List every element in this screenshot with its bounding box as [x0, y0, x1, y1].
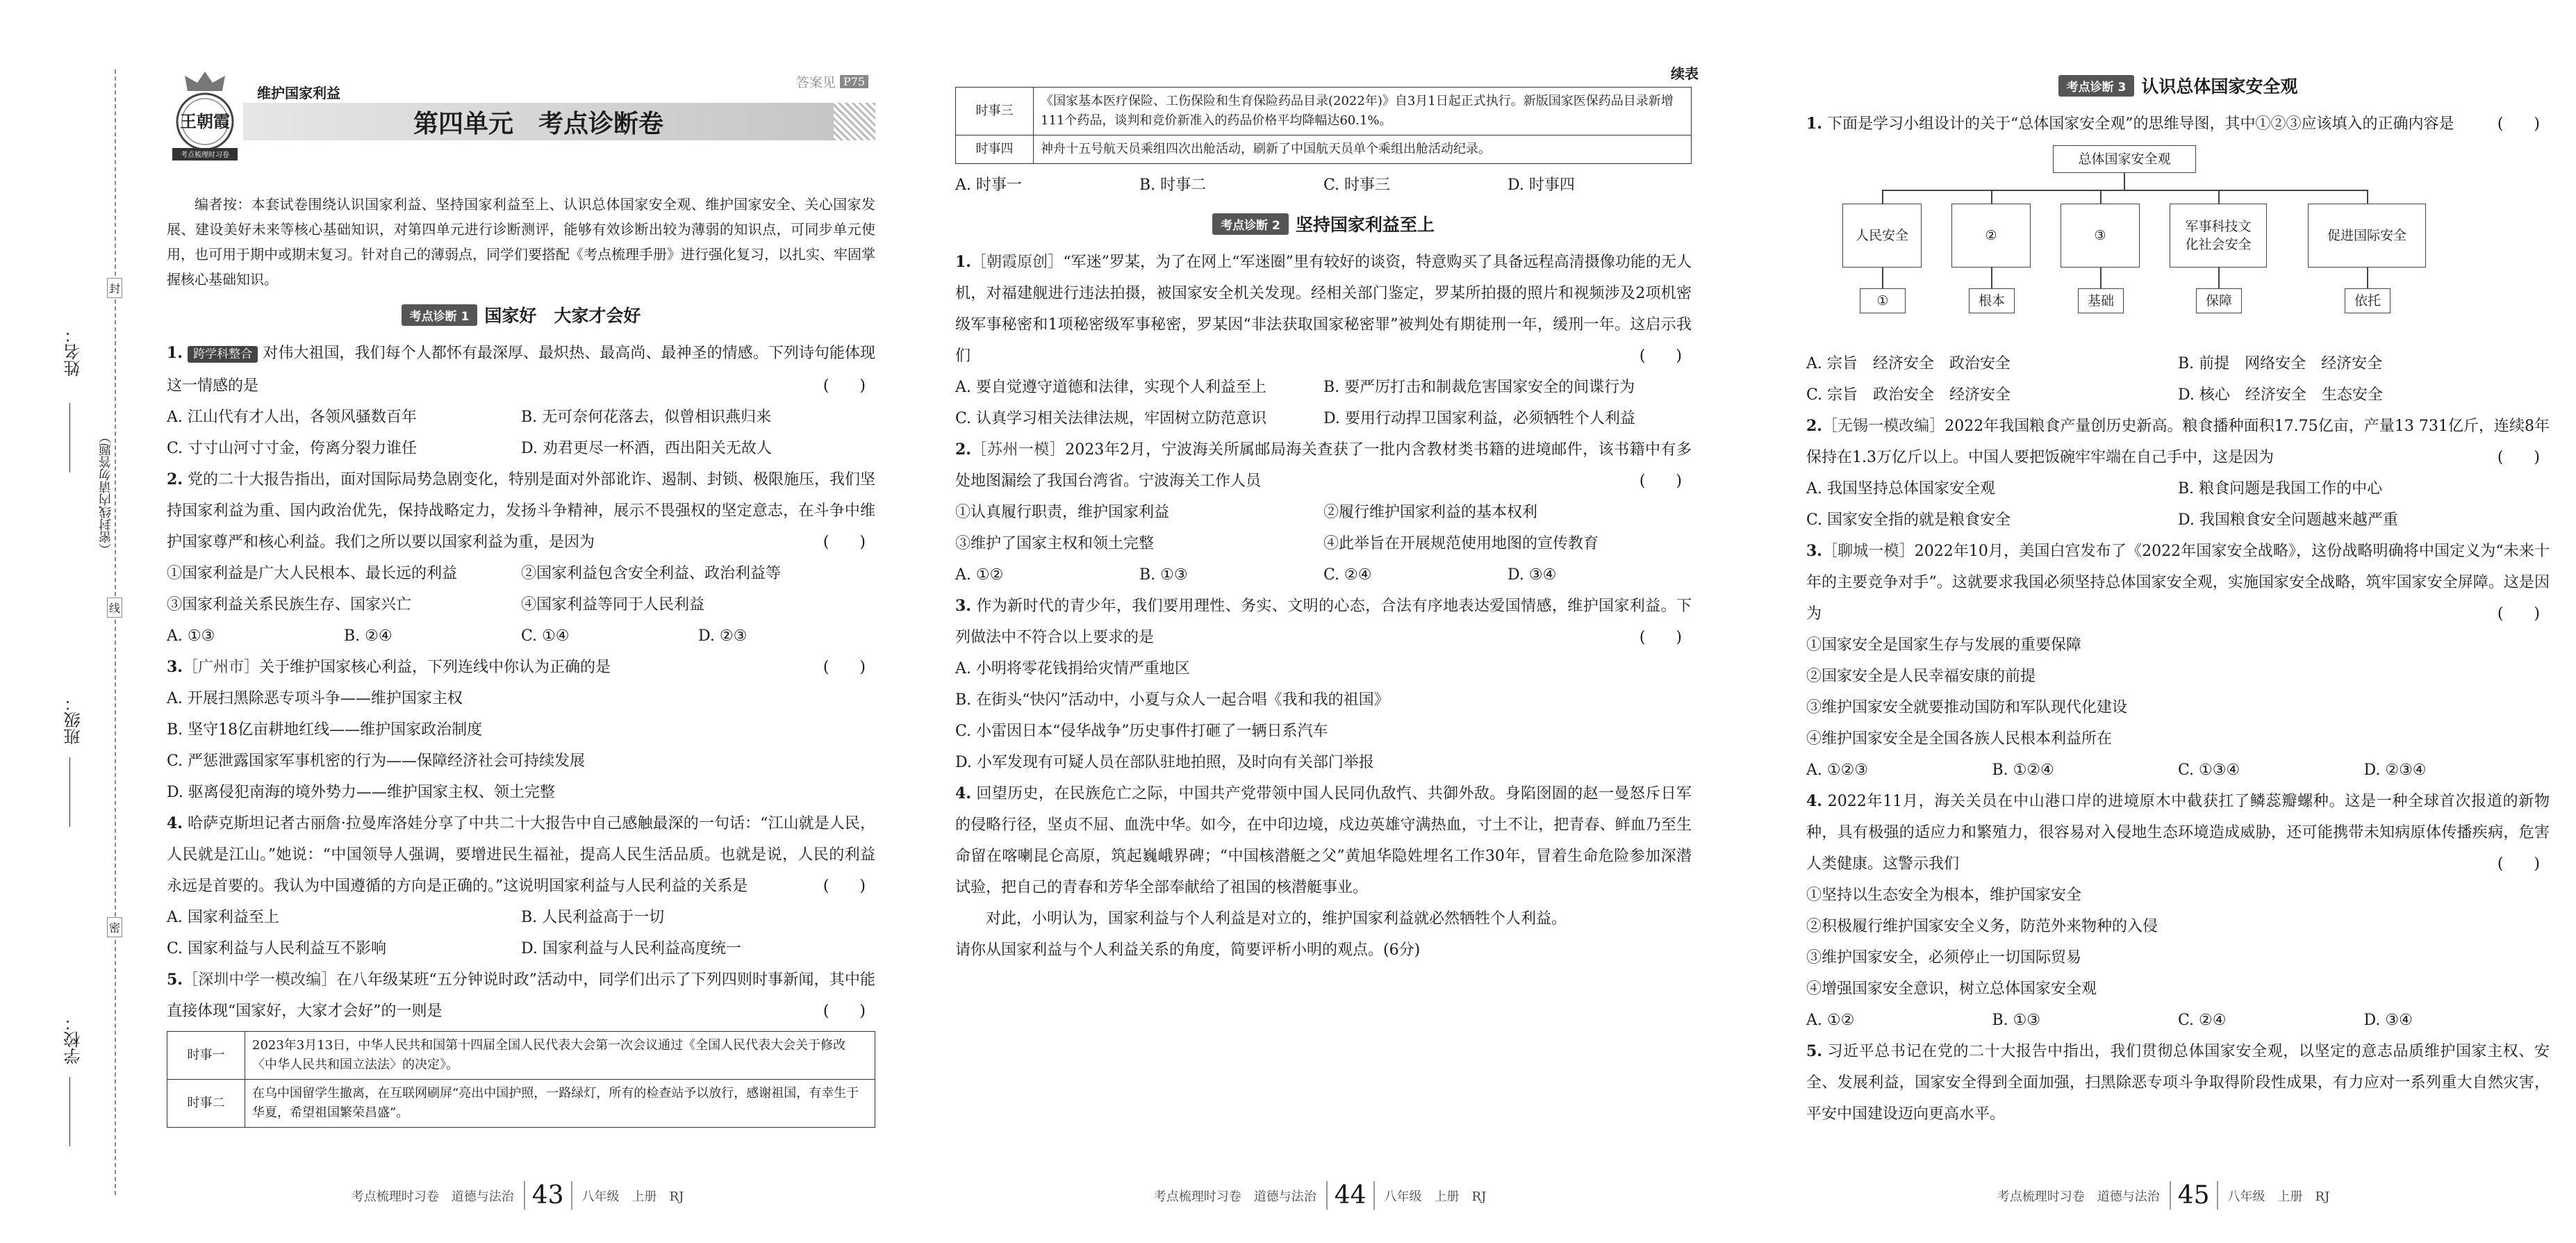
option[interactable]: A. 国家利益至上	[167, 909, 279, 926]
option[interactable]: B. ①③	[1139, 566, 1188, 584]
answer-ref	[796, 72, 868, 91]
answer-blank[interactable]: ( )	[823, 659, 866, 676]
option[interactable]: C. ②④	[1323, 566, 1372, 584]
option[interactable]: A. 时事一	[955, 176, 1022, 194]
connector	[2218, 190, 2220, 204]
question-4	[955, 778, 1692, 1119]
table-cell-label: 时事二	[167, 1080, 245, 1128]
question-3	[1806, 536, 2550, 786]
logo-banner: 考点梳理时习卷	[181, 151, 229, 159]
connector	[1882, 190, 2367, 191]
question-text: 党的二十大报告指出，面对国际局势急剧变化，特别是面对外部讹诈、遏制、封锁、极限施压，我们坚持国家利益为重、国内政治优先，保持战略定力，发扬斗争精神，展示不畏强权的坚定意志，在斗争中维护国家尊严和核心利益。我们之所以要以国家利益为重，是因为	[167, 471, 875, 551]
table-cell-label: 时事三	[956, 88, 1034, 135]
table-cell-label: 时事四	[956, 135, 1034, 164]
question-source: ［朝霞原创］	[971, 254, 1064, 271]
school-blank[interactable]	[69, 1077, 70, 1146]
footer-left: 考点梳理时习卷 道德与法治	[351, 1189, 514, 1204]
option[interactable]: B. 无可奈何花落去，似曾相识燕归来	[521, 409, 772, 426]
question-number: 5.	[1806, 1042, 1822, 1060]
question-number: 1.	[955, 253, 971, 271]
brand-logo	[167, 66, 243, 163]
class-blank[interactable]	[69, 757, 70, 827]
option[interactable]: C. 宗旨 政治安全 经济安全	[1806, 386, 2011, 404]
footer-right: 八年级 上册 RJ	[581, 1189, 684, 1204]
question-number: 2.	[1806, 417, 1822, 435]
connector	[1882, 267, 1883, 288]
answer-ref-text: 答案见	[795, 75, 836, 90]
option[interactable]: D. ②③	[698, 627, 748, 645]
question-ask: 请你从国家利益与个人利益关系的角度，简要评析小明的观点。(6分)	[955, 941, 1421, 959]
option[interactable]: A. 宗旨 经济安全 政治安全	[1806, 355, 2011, 372]
question-5	[1806, 1036, 2550, 1130]
mindmap-node: 军事科技文化社会安全	[2170, 204, 2267, 267]
question-number: 3.	[955, 597, 971, 615]
seal-mark: 线	[107, 598, 122, 618]
option[interactable]: A. ①②	[955, 566, 1004, 584]
option[interactable]: D. 核心 经济安全 生态安全	[2178, 386, 2383, 404]
answer-blank[interactable]: ( )	[2497, 605, 2540, 623]
mind-map	[1834, 140, 2550, 348]
option[interactable]: B. ①③	[1992, 1012, 2041, 1029]
option[interactable]: C. ①③④	[2178, 762, 2240, 779]
option[interactable]: A. 要自觉遵守道德和法律，实现个人利益至上	[955, 379, 1266, 396]
option[interactable]: D. 劝君更尽一杯酒，西出阳关无故人	[521, 440, 772, 457]
continued-label: 续表	[1671, 65, 1699, 82]
option[interactable]: C. 国家安全指的就是粮食安全	[1806, 511, 2011, 529]
question-5	[167, 964, 875, 1128]
option[interactable]: A. ①②	[1806, 1012, 1855, 1029]
section-title-text: 坚持国家利益至上	[1295, 215, 1435, 235]
question-text: 关于维护国家核心利益，下列连线中你认为正确的是	[258, 659, 611, 676]
question-text-2: 对此，小明认为，国家利益与个人利益是对立的，维护国家利益就必然牺牲个人利益。	[986, 910, 1567, 928]
statement: ③维护国家安全，必须停止一切国际贸易	[1806, 949, 2082, 966]
news-table	[167, 1031, 875, 1128]
question-source: ［无锡一模改编］	[1822, 418, 1945, 435]
name-label: 姓名：	[64, 327, 83, 377]
page-45	[1751, 0, 2576, 1243]
page-44	[889, 0, 1751, 1243]
question-3	[167, 652, 875, 808]
question-number: 1.	[167, 344, 183, 362]
page-43	[0, 0, 889, 1243]
binding-sidebar	[0, 0, 146, 1243]
answer-page: P75	[840, 75, 868, 88]
question-4	[167, 808, 875, 964]
question-number: 2.	[167, 470, 183, 488]
connector	[1991, 190, 1992, 204]
mindmap-leaf: 基础	[2078, 288, 2124, 313]
section-3-title	[1806, 69, 2550, 101]
question-1	[167, 338, 875, 464]
answer-blank[interactable]: ( )	[1639, 347, 1682, 365]
question-number: 3.	[167, 658, 183, 676]
title-bar	[243, 103, 834, 140]
connector	[2100, 190, 2102, 204]
question-number: 2.	[955, 441, 971, 459]
statement: ②履行维护国家利益的基本权利	[1323, 504, 1538, 521]
page-number: 44	[1326, 1181, 1375, 1210]
statement: ③国家利益关系民族生存、国家兴亡	[167, 596, 412, 614]
section-title-text: 国家好 大家才会好	[484, 306, 641, 326]
answer-blank[interactable]: ( )	[1639, 629, 1682, 646]
answer-blank[interactable]: ( )	[2497, 449, 2540, 466]
option[interactable]: D. ②③④	[2363, 762, 2427, 779]
statement: ①国家安全是国家生存与发展的重要保障	[1806, 636, 2082, 654]
table-row	[956, 88, 1692, 135]
question-number: 4.	[1806, 792, 1822, 810]
statement: ①坚持以生态安全为根本，维护国家安全	[1806, 887, 2082, 904]
table-cell-text: 神舟十五号航天员乘组四次出舱活动，刷新了中国航天员单个乘组出舱活动纪录。	[1034, 135, 1692, 164]
footer-right: 八年级 上册 RJ	[2227, 1189, 2330, 1204]
statement: ②国家安全是人民幸福安康的前提	[1806, 668, 2036, 685]
section-2-title	[955, 208, 1692, 240]
statement: ④此举旨在开展规范使用地图的宣传教育	[1323, 535, 1599, 552]
option[interactable]: A. 江山代有才人出，各领风骚数百年	[167, 409, 417, 426]
connector	[2367, 267, 2368, 288]
table-cell-text: 2023年3月13日，中华人民共和国第十四届全国人民代表大会第一次会议通过《全国人民代表大会关于修改〈中华人民共和国立法法〉的决定》。	[245, 1032, 875, 1080]
question-4	[1806, 786, 2550, 1036]
connector	[2124, 173, 2125, 190]
connector	[2367, 190, 2368, 204]
seal-mark: 密	[107, 917, 122, 937]
question-source: ［深圳中学一模改编］	[182, 971, 337, 989]
option[interactable]: C. 寸寸山河寸寸金，侉离分裂力谁任	[167, 440, 418, 457]
mindmap-leaf: 保障	[2196, 288, 2242, 313]
option[interactable]: A. 我国坚持总体国家安全观	[1806, 480, 1995, 497]
option[interactable]: D. 时事四	[1508, 176, 1575, 194]
option[interactable]: A. 小明将零花钱捐给灾情严重地区	[955, 660, 1190, 677]
logo-title: 王朝霞	[180, 111, 230, 131]
answer-blank[interactable]: ( )	[823, 1003, 866, 1020]
statement: ③维护了国家主权和领土完整	[955, 535, 1155, 552]
page-title: 第四单元 考点诊断卷	[413, 109, 663, 138]
option[interactable]: C. 时事三	[1323, 176, 1391, 194]
option[interactable]: D. 我国粮食安全问题越来越严重	[2178, 511, 2398, 529]
question-text: 作为新时代的青少年，我们要用理性、务实、文明的心态，合法有序地表达爱国情感，维护国家利益。下列做法中不符合以上要求的是	[955, 598, 1692, 646]
footer-left: 考点梳理时习卷 道德与法治	[1153, 1189, 1316, 1204]
question-number: 1.	[1806, 115, 1822, 133]
statement: ④国家利益等同于人民利益	[521, 596, 705, 614]
question-tag: 跨学科整合	[188, 346, 258, 363]
option[interactable]: D. 驱离侵犯南海的境外势力——维护国家主权、领土完整	[167, 784, 555, 801]
page-footer	[146, 1181, 889, 1210]
section-badge: 考点诊断 2	[1212, 213, 1289, 235]
mindmap-leaf: ①	[1860, 288, 1906, 313]
question-text: 回望历史，在民族危亡之际，中国共产党带领中国人民同仇敌忾、共御外敌。身陷囹圄的赵一曼怒斥日军的侵略行径，坚贞不屈、血洗中华。如今，在中印边境，戍边英雄守满热血，寸土不让，把青春、鲜血乃至生命留在喀喇昆仑高原，筑起巍峨界碑；“中国核潜艇之父”黄旭华隐姓埋名工作30年，冒着生命危险参加深潜试验，把自己的青春和芳华全部奉献给了祖国的核潜艇事业。	[955, 785, 1692, 896]
class-label: 班级：	[64, 695, 83, 745]
statement: ②国家利益包含安全利益、政治利益等	[521, 565, 782, 582]
footer-left: 考点梳理时习卷 道德与法治	[1997, 1189, 2160, 1204]
title-hatch	[834, 103, 875, 140]
option[interactable]: C. ②④	[2178, 1012, 2227, 1029]
question-text: “军迷”罗某，为了在网上“军迷圈”里有较好的谈资，特意购买了具备远程高清摄像功能的无人机，对福建舰进行违法拍摄，被国家安全机关发现。经相关部门鉴定，罗某所拍摄的照片和视频涉及2项机密级军事秘密和1项秘密级军事秘密，罗某因“非法获取国家秘密罪”被判处有期徒刑一年，缓刑一年。这启示我们	[955, 254, 1692, 365]
statement: ④维护国家安全是全国各族人民根本利益所在	[1806, 730, 2113, 748]
option[interactable]: C. 小雷因日本“侵华战争”历史事件打砸了一辆日系汽车	[955, 723, 1328, 740]
option[interactable]: C. ①④	[521, 627, 570, 645]
answer-blank[interactable]: ( )	[1639, 472, 1682, 490]
question-number: 5.	[167, 971, 183, 989]
statement: ②积极履行维护国家安全义务，防范外来物种的入侵	[1806, 918, 2158, 935]
connector	[2218, 267, 2220, 288]
statement: ①认真履行职责，维护国家利益	[955, 504, 1170, 521]
question-text: 2022年11月，海关关员在中山港口岸的进境原木中截获扛了鳞蕊瓣螺种。这是一种全球首次报道的新物种，具有极强的适应力和繁殖力，很容易对入侵地生态环境造成威胁，还可能携带未知病原体传播疾病，危害人类健康。这警示我们	[1806, 793, 2550, 873]
page-number: 43	[524, 1181, 572, 1210]
question-source: ［聊城一模］	[1822, 543, 1915, 560]
option[interactable]: B. 要严厉打击和制裁危害国家安全的间谍行为	[1323, 379, 1635, 396]
statement: ①国家利益是广大人民根本、最长远的利益	[167, 565, 458, 582]
question-source: ［苏州一模］	[971, 441, 1066, 459]
table-row	[167, 1080, 875, 1128]
section-title-text: 认识总体国家安全观	[2141, 76, 2298, 97]
question-1	[1806, 108, 2550, 411]
answer-blank[interactable]: ( )	[823, 534, 866, 551]
question-2	[1806, 411, 2550, 536]
mindmap-node: ③	[2061, 204, 2140, 267]
question-2	[167, 464, 875, 652]
table-row	[167, 1032, 875, 1080]
option[interactable]: B. 坚守18亿亩耕地红线——维护国家政治制度	[167, 721, 483, 739]
option[interactable]: B. 在街头“快闪”活动中，小夏与众人一起合唱《我和我的祖国》	[955, 691, 1389, 709]
option[interactable]: A. ①②③	[1806, 762, 1869, 779]
question-source: ［广州市］	[182, 659, 259, 676]
series-label: 维护国家利益	[257, 85, 340, 101]
table-cell-label: 时事一	[167, 1032, 245, 1080]
question-3	[955, 591, 1692, 778]
table-cell-text: 在乌中国留学生撤离，在互联网刷屏“亮出中国护照，一路绿灯，所有的检查站予以放行，感谢祖国，有幸生于华夏，希望祖国繁荣昌盛”。	[245, 1080, 875, 1128]
mindmap-node: 人民安全	[1842, 204, 1922, 267]
option[interactable]: B. 人民利益高于一切	[521, 909, 665, 926]
connector	[1991, 267, 1992, 288]
question-text: 2022年我国粮食产量创历史新高。粮食播种面积17.75亿亩，产量13 731亿斤，连续8年保持在1.3万亿斤以上。中国人要把饭碗牢牢端在自己手中，这是因为	[1806, 418, 2550, 466]
footer-right: 八年级 上册 RJ	[1384, 1189, 1487, 1204]
option[interactable]: D. ③④	[1508, 566, 1557, 584]
seal-mark: 封	[107, 278, 122, 298]
answer-blank[interactable]: ( )	[823, 878, 866, 895]
section-1-title	[167, 299, 875, 331]
section-badge: 考点诊断 3	[2058, 75, 2135, 97]
page-footer	[1751, 1181, 2576, 1210]
editor-note: 编者按：本套试卷围绕认识国家利益、坚持国家利益至上、认识总体国家安全观、维护国家安全、关心国家发展、建设美好未来等核心基础知识，对第四单元进行诊断测评，能够有效诊断出较为薄弱的知识点，可同步单元使用，也可用于期中或期末复习。针对自己的薄弱点，同学们要搭配《考点梳理手册》进行强化复习，以扎实、牢固掌握核心基础知识。	[167, 196, 875, 288]
answer-blank[interactable]: ( )	[2497, 115, 2540, 133]
option[interactable]: B. 粮食问题是我国工作的中心	[2178, 480, 2383, 497]
question-text: 对伟大祖国，我们每个人都怀有最深厚、最炽热、最高尚、最神圣的情感。下列诗句能体现这一情感的是	[167, 345, 876, 395]
answer-blank[interactable]: ( )	[2497, 855, 2540, 873]
page-number: 45	[2170, 1181, 2218, 1210]
mindmap-node: ②	[1951, 204, 2031, 267]
option[interactable]: B. ①②④	[1992, 762, 2054, 779]
option[interactable]: A. ①③	[167, 627, 215, 645]
option[interactable]: A. 开展扫黑除恶专项斗争——维护国家主权	[167, 690, 463, 707]
table-row	[956, 135, 1692, 164]
news-table-continued	[955, 87, 1692, 164]
question-number: 4.	[955, 784, 971, 802]
section-badge: 考点诊断 1	[402, 304, 478, 326]
question-number: 3.	[1806, 542, 1822, 560]
mindmap-root: 总体国家安全观	[2053, 145, 2196, 173]
question-text: 习近平总书记在党的二十大报告中指出，我们贯彻总体国家安全观，以坚定的意志品质维护国家主权、安全、发展利益，国家安全得到全面加强，扫黑除恶专项斗争取得阶段性成果，有力应对一系列重大自然灾害，平安中国建设迈向更高水平。	[1806, 1043, 2550, 1123]
seal-note: （密封线内请勿答题）	[99, 431, 113, 556]
question-number: 4.	[167, 814, 183, 832]
option[interactable]: C. 严惩泄露国家军事机密的行为——保障经济社会可持续发展	[167, 752, 586, 770]
question-text: 2023年2月，宁波海关所属邮局海关查获了一批内含教材类书籍的进境邮件，该书籍中有多处地图漏绘了我国台湾省。宁波海关工作人员	[955, 441, 1692, 490]
question-text: 2022年10月，美国白宫发布了《2022年国家安全战略》，这份战略明确将中国定义为“未来十年的主要竞争对手”。这就要求我国必须坚持总体国家安全观，实施国家安全战略，筑牢国家安全屏障。这是因为	[1806, 543, 2550, 623]
option[interactable]: D. 国家利益与人民利益高度统一	[521, 940, 741, 957]
name-blank[interactable]	[69, 403, 70, 472]
mindmap-leaf: 根本	[1969, 288, 2015, 313]
answer-area[interactable]	[955, 966, 1692, 1119]
mindmap-node: 促进国际安全	[2308, 204, 2426, 267]
connector	[1882, 190, 1883, 204]
question-text: 下面是学习小组设计的关于“总体国家安全观”的思维导图，其中①②③应该填入的正确内容是	[1826, 115, 2454, 133]
connector	[2100, 267, 2102, 288]
question-text: 在八年级某班“五分钟说时政”活动中，同学们出示了下列四则时事新闻，其中能直接体现“国家好，大家才会好”的一则是	[167, 971, 875, 1020]
statement: ③维护国家安全就要推动国防和军队现代化建设	[1806, 699, 2128, 716]
option[interactable]: B. 前提 网络安全 经济安全	[2178, 355, 2383, 372]
option[interactable]: D. 小军发现有可疑人员在部队驻地拍照，及时向有关部门举报	[955, 754, 1374, 771]
statement: ④增强国家安全意识，树立总体国家安全观	[1806, 980, 2097, 998]
answer-blank[interactable]: ( )	[823, 377, 866, 395]
option[interactable]: D. ③④	[2363, 1012, 2413, 1029]
school-label: 学校：	[64, 1014, 83, 1064]
mindmap-leaf: 依托	[2345, 288, 2391, 313]
seal-line	[115, 69, 116, 1195]
option[interactable]: D. 要用行动捍卫国家利益，必须牺牲个人利益	[1323, 410, 1635, 427]
question-2	[955, 434, 1692, 591]
option[interactable]: C. 认真学习相关法律法规，牢固树立防范意识	[955, 410, 1267, 427]
page-footer	[889, 1181, 1751, 1210]
question-1	[955, 247, 1692, 434]
option[interactable]: B. 时事二	[1139, 176, 1207, 194]
option[interactable]: B. ②④	[344, 627, 393, 645]
table-cell-text: 《国家基本医疗保险、工伤保险和生育保险药品目录(2022年)》自3月1日起正式执行。新版国家医保药品目录新增111个药品，谈判和竞价新准入的药品价格平均降幅达60.1%。	[1034, 88, 1692, 135]
option[interactable]: C. 国家利益与人民利益互不影响	[167, 940, 387, 957]
question-text: 哈萨克斯坦记者古丽詹·拉曼库洛娃分享了中共二十大报告中自己感触最深的一句话：“江山就是人民，人民就是江山。”她说：“中国领导人强调，要增进民生福祉，提高人民生活品质。也就是说，人民的利益永远是首要的。我认为中国遵循的方向是正确的。”这说明国家利益与人民利益的关系是	[167, 815, 875, 895]
